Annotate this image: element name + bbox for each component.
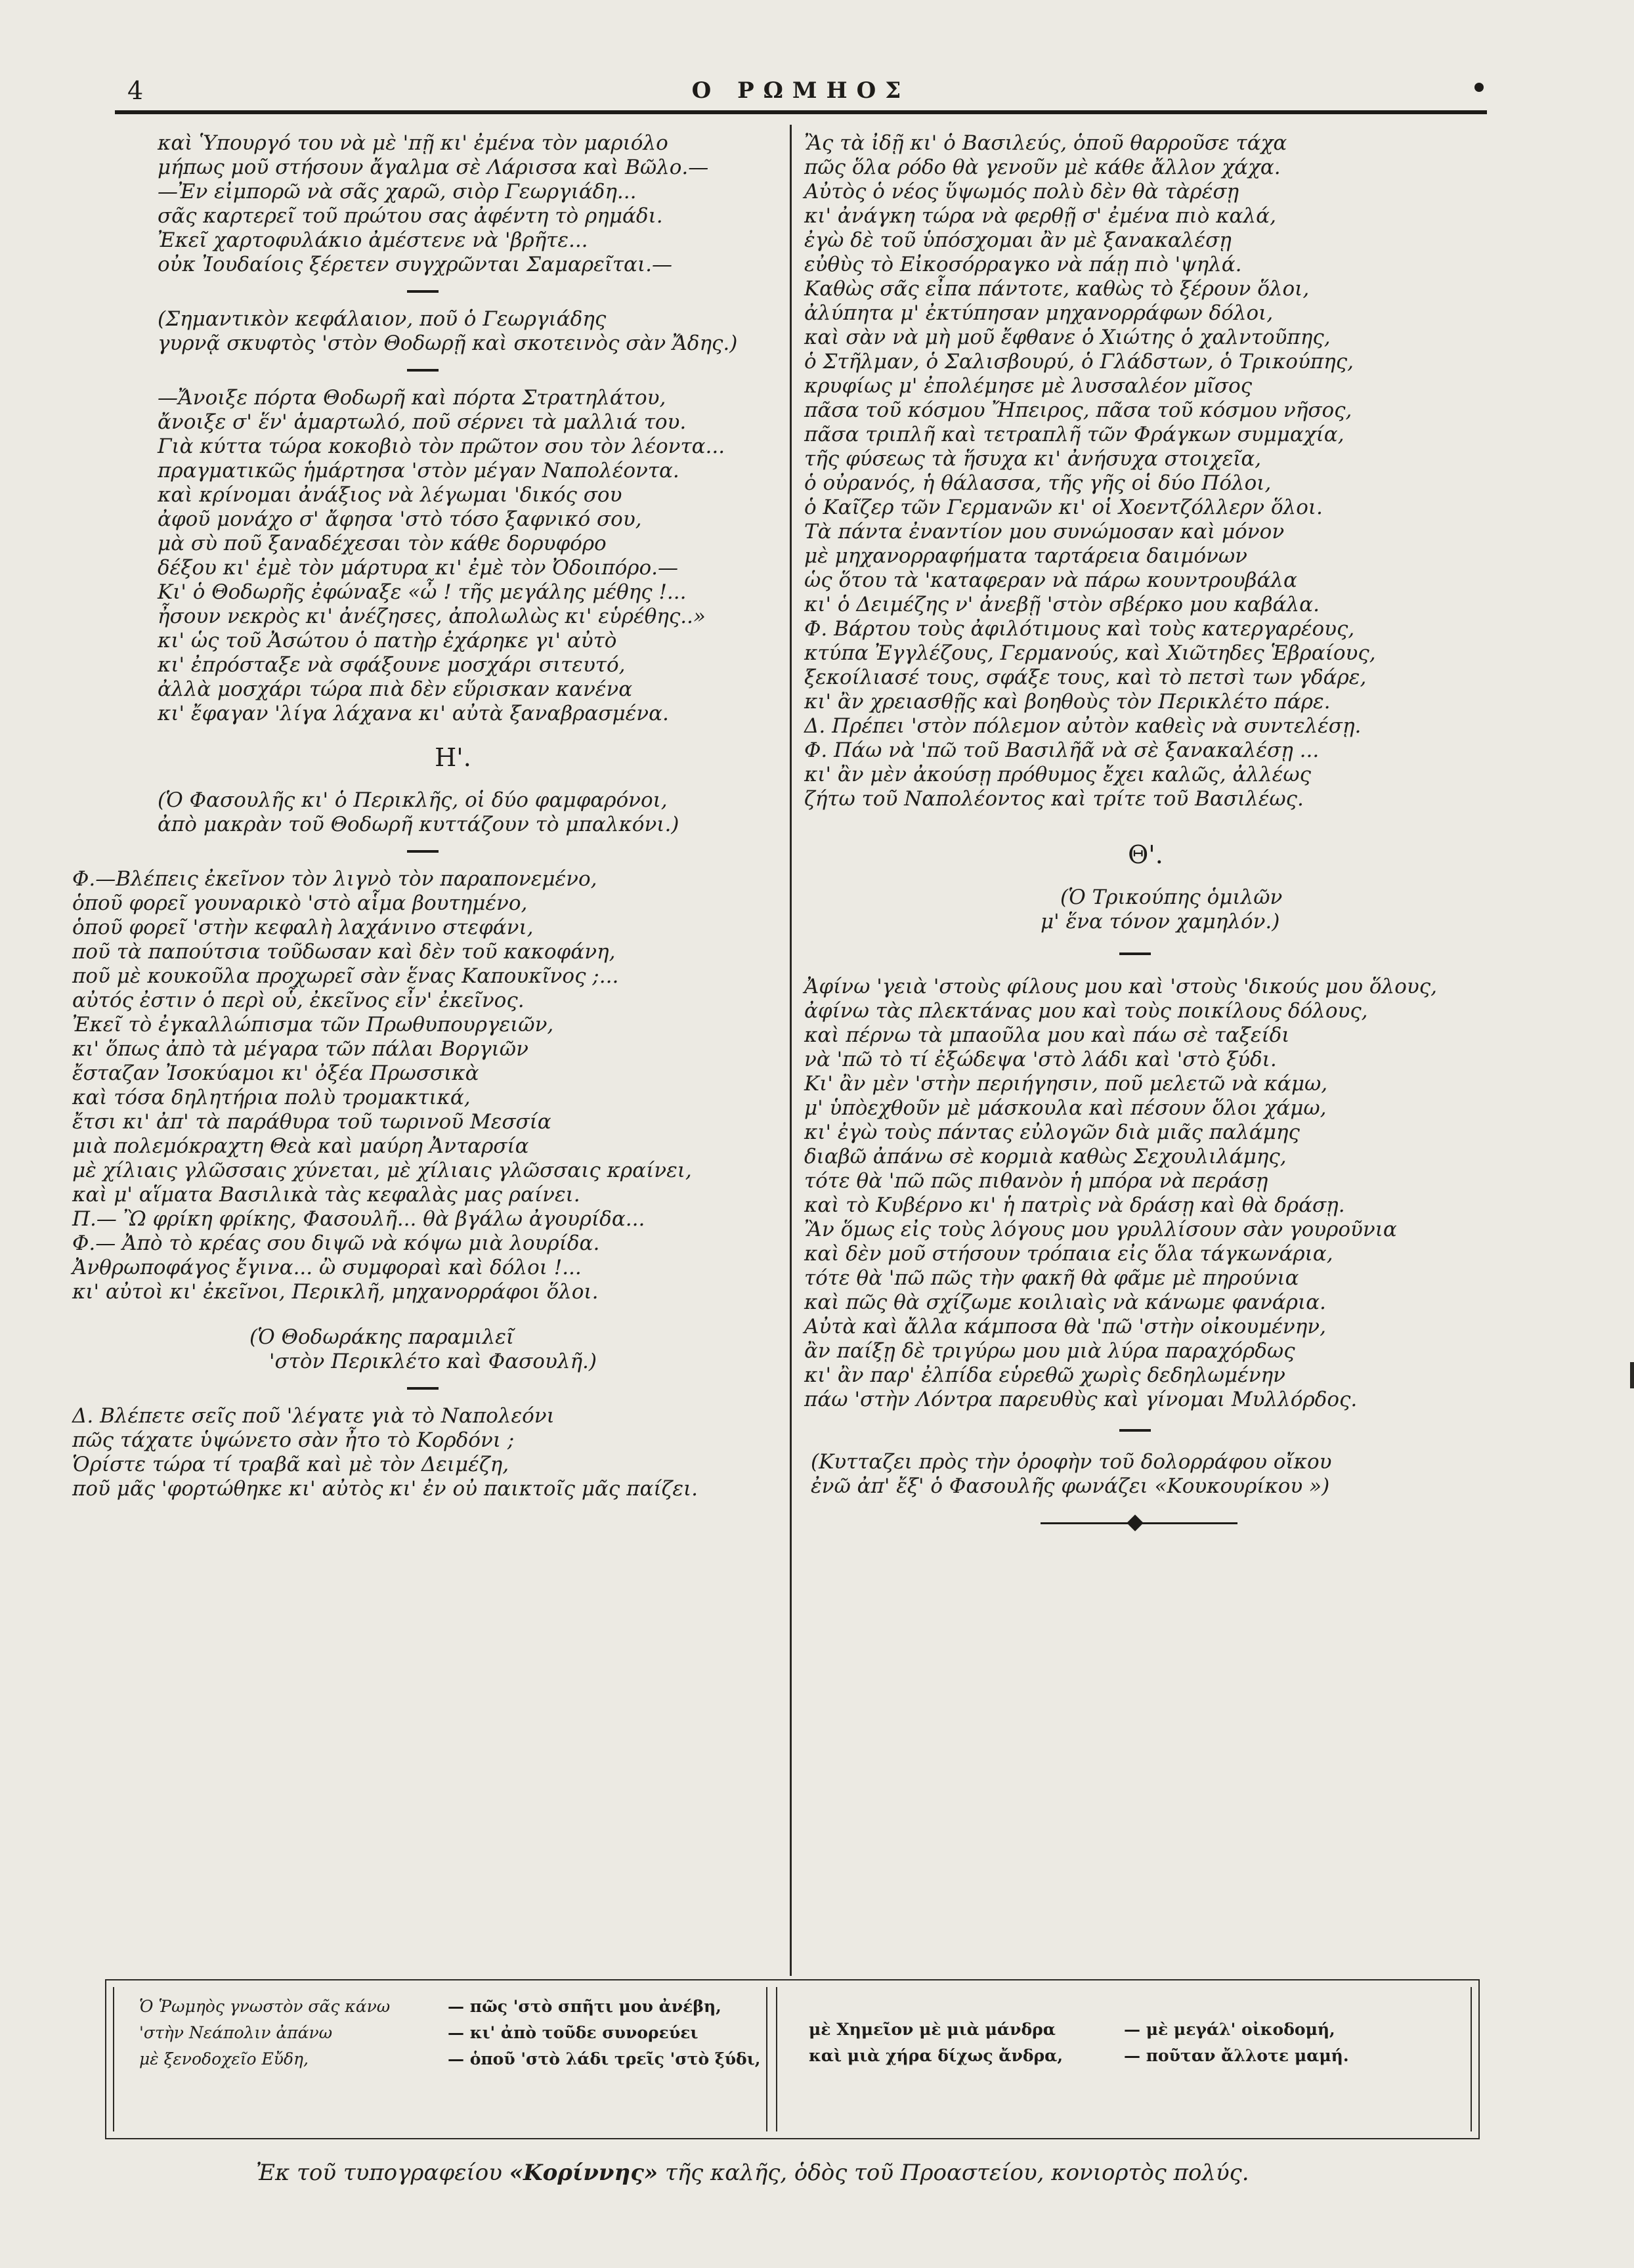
stage-direction <box>72 788 775 837</box>
verse-line: Δ. Πρέπει 'στὸν πόλεμον αὐτὸν καθεὶς νὰ συντελέσῃ. <box>804 714 1362 738</box>
verse-line: ζήτω τοῦ Ναπολέοντος καὶ τρίτε τοῦ Βασιλέως. <box>804 787 1304 811</box>
page-number: 4 <box>127 76 144 105</box>
verse-line: Γιὰ κύττα τώρα κοκοβιὸ τὸν πρῶτον σου τὸν λέοντα... <box>158 435 725 458</box>
verse-line: ἀλλὰ μοσχάρι τώρα πιὰ δὲν εὕρισκαν κανένα <box>158 677 633 701</box>
verse-line: Φ.— Ἀπὸ τὸ κρέας σου διψῶ νὰ κόψω μιὰ λουρίδα. <box>72 1231 600 1255</box>
verse-line: καὶ τὸ Κυβέρνο κι' ἡ πατρὶς νὰ δράσῃ καὶ θὰ δράσῃ. <box>804 1193 1345 1217</box>
page-edge-mark <box>1630 1362 1634 1388</box>
verse-line: δέξου κι' ἐμὲ τὸν μάρτυρα κι' ἐμὲ τὸν Ὀδοιπόρο.— <box>158 556 679 580</box>
box-rule <box>1471 1987 1472 2131</box>
verse-line: μὲ χίλιαις γλῶσσαις χύνεται, μὲ χίλιαις γλῶσσαις κραίνει, <box>72 1159 692 1182</box>
verse-line: ἂν παίξῃ δὲ τριγύρω μου μιὰ λύρα παραχόρδως <box>804 1339 1295 1363</box>
verse-line: Ἀνθρωποφάγος ἔγινα... ὢ συμφοραὶ καὶ δόλοι !... <box>72 1256 582 1279</box>
verse-line: Π.— Ὢ φρίκη φρίκης, Φασουλῆ... θὰ βγάλω ἀγουρίδα... <box>72 1207 645 1231</box>
verse-line: Φ. Πάω νὰ 'πῶ τοῦ Βασιλῆᾶ νὰ σὲ ξανακαλέσῃ ... <box>804 738 1320 762</box>
end-ornament-icon <box>1041 1509 1237 1535</box>
verse-line: ἐγὼ δὲ τοῦ ὑπόσχομαι ἂν μὲ ξανακαλέσῃ <box>804 228 1232 252</box>
verse-line: ὁ οὐρανός, ἡ θάλασσα, τῆς γῆς οἱ δύο Πόλοι, <box>804 471 1272 495</box>
verse-line: πῶς ὅλα ρόδο θὰ γενοῦν μὲ κάθε ἄλλον χάχα. <box>804 156 1281 179</box>
verse-line: ἀλύπητα μ' ἐκτύπησαν μηχανορράφων δόλοι, <box>804 301 1274 325</box>
verse-block <box>72 131 775 277</box>
ornament-diamond <box>1127 1514 1143 1531</box>
verse-line: κι' ἀνάγκη τώρα νὰ φερθῇ σ' ἐμένα πιὸ καλά, <box>804 204 1276 228</box>
masthead-title: Ο ΡΩΜΗΟΣ <box>691 77 911 104</box>
verse-line: κι' αὐτοὶ κι' ἐκεῖνοι, Περικλῆ, μηχανορράφοι ὅλοι. <box>72 1280 599 1304</box>
verse-line: τότε θὰ 'πῶ πῶς πιθανὸν ἡ μπόρα νὰ περάσῃ <box>804 1169 1268 1193</box>
box-rule <box>766 1987 767 2131</box>
verse-line: καὶ μ' αἵματα Βασιλικὰ τὰς κεφαλὰς μας ραίνει. <box>72 1183 580 1207</box>
verse-line: ἔσταζαν Ἰσοκύαμοι κι' ὀξέα Πρωσσικὰ <box>72 1061 479 1085</box>
dot-ornament-icon <box>1474 83 1484 92</box>
verse-line: κι' ὅπως ἀπὸ τὰ μέγαρα τῶν πάλαι Βοργιῶν <box>72 1037 528 1061</box>
verse-line: κι' ὁ Δειμέζης ν' ἀνεβῇ 'στὸν σβέρκο μου καβάλα. <box>804 593 1320 616</box>
stage-direction <box>72 307 775 356</box>
verse-line: τῆς φύσεως τὰ ἥσυχα κι' ἀνήσυχα στοιχεῖα, <box>804 447 1262 471</box>
stage-line: (Ὁ Θοδωράκης παραμιλεῖ <box>249 1325 515 1349</box>
advert-line: — ποῦταν ἄλλοτε μαμή. <box>1124 2046 1349 2065</box>
verse-line: ὁποῦ φορεῖ 'στὴν κεφαλὴ λαχάνινο στεφάνι, <box>72 916 534 939</box>
advert-line: — πῶς 'στὸ σπῆτι μου ἀνέβη, <box>448 1997 721 2016</box>
verse-line: Ἐκεῖ χαρτοφυλάκιο ἀμέστενε νὰ 'βρῆτε... <box>158 228 588 252</box>
verse-line: Ἂς τὰ ἰδῇ κι' ὁ Βασιλεύς, ὁποῦ θαρροῦσε τάχα <box>804 131 1287 155</box>
verse-line: διαβῶ ἀπάνω σὲ κορμιὰ καθὼς Σεχουλιλάμης, <box>804 1145 1287 1168</box>
verse-line: ἦσουν νεκρὸς κι' ἀνέζησες, ἀπολωλὼς κι' εὑρέθης..» <box>158 605 706 628</box>
verse-line: μιὰ πολεμόκραχτη Θεὰ καὶ μαύρη Ἀνταρσία <box>72 1134 529 1158</box>
verse-line: μὲ μηχανορραφήματα ταρτάρεια δαιμόνων <box>804 544 1247 568</box>
verse-line: κι' ἐπρόσταξε νὰ σφάξουνε μοσχάρι σιτευτό, <box>158 653 626 677</box>
verse-line: Ἀφίνω 'γειὰ 'στοὺς φίλους μου καὶ 'στοὺς 'δικούς μου ὅλους, <box>804 975 1437 998</box>
page-header <box>118 74 1484 113</box>
verse-line: ποῦ μὲ κουκοῦλα προχωρεῖ σὰν ἕνας Καπουκῖνος ;... <box>72 964 619 988</box>
verse-line: πραγματικῶς ἡμάρτησα 'στὸν μέγαν Ναπολέοντα. <box>158 459 679 482</box>
imprint-press-name: «Κορίννης» <box>509 2160 658 2186</box>
right-column <box>804 131 1487 1535</box>
verse-line: Φ.—Βλέπεις ἐκεῖνον τὸν λιγνὸ τὸν παραπονεμένο, <box>72 867 597 891</box>
verse-line: ἔτσι κι' ἀπ' τὰ παράθυρα τοῦ τωρινοῦ Μεσσία <box>72 1110 551 1134</box>
verse-line: πάω 'στὴν Λόντρα παρευθὺς καὶ γίνομαι Μυλλόρδος. <box>804 1388 1358 1411</box>
section-heading: Θ'. <box>1128 840 1163 869</box>
dialogue-block <box>72 1404 775 1501</box>
stage-direction <box>804 1450 1487 1499</box>
stage-line: (Ὁ Τρικούπης ὁμιλῶν <box>1060 886 1283 909</box>
advert-line: — ὁποῦ 'στὸ λάδι τρεῖς 'στὸ ξύδι, <box>448 2049 761 2068</box>
verse-line: τότε θὰ 'πῶ πῶς τὴν φακῆ θὰ φᾶμε μὲ πηρούνια <box>804 1266 1299 1290</box>
verse-line: μήπως μοῦ στήσουν ἄγαλμα σὲ Λάρισσα καὶ Βῶλο.— <box>158 156 709 179</box>
verse-line: ποῦ τὰ παπούτσια τοῦδωσαν καὶ δὲν τοῦ κακοφάνη, <box>72 940 616 964</box>
advert-line: μὲ Χημεῖον μὲ μιὰ μάνδρα <box>809 2020 1056 2039</box>
verse-line: μὰ σὺ ποῦ ξαναδέχεσαι τὸν κάθε δορυφόρο <box>158 532 607 555</box>
verse-line: —Ἐν εἰμπορῶ νὰ σᾶς χαρῶ, σιὸρ Γεωργιάδη... <box>158 180 637 203</box>
verse-line: Ἐκεῖ τὸ ἐγκαλλώπισμα τῶν Πρωθυπουργειῶν, <box>72 1013 554 1037</box>
verse-line: νὰ 'πῶ τὸ τί ἐξώδεψα 'στὸ λάδι καὶ 'στὸ ξύδι. <box>804 1048 1277 1071</box>
stage-line: (Ὁ Φασουλῆς κι' ὁ Περικλῆς, οἱ δύο φαμφαρόνοι, <box>158 788 668 812</box>
verse-line: κτύπα Ἐγγλέζους, Γερμανούς, καὶ Χιῶτηδες Ἑβραίους, <box>804 641 1376 665</box>
advert-line: 'στὴν Νεάπολιν ἀπάνω <box>139 2023 333 2042</box>
verse-line: Αὐτὰ καὶ ἄλλα κάμποσα θὰ 'πῶ 'στὴν οἰκουμένην, <box>804 1315 1326 1338</box>
advert-line: καὶ μιὰ χήρα δίχως ἄνδρα, <box>809 2046 1064 2065</box>
verse-line: —Ἄνοιξε πόρτα Θοδωρῆ καὶ πόρτα Στρατηλάτου, <box>158 386 666 410</box>
stage-line: μ' ἕνα τόνον χαμηλόν.) <box>1041 910 1280 933</box>
printer-imprint <box>256 2160 1438 2186</box>
verse-line: καὶ πῶς θὰ σχίζωμε κοιλιαὶς νὰ κάνωμε φανάρια. <box>804 1291 1326 1314</box>
stage-line: γυρνᾷ σκυφτὸς 'στὸν Θοδωρῇ καὶ σκοτεινὸς σὰν Ἄδης.) <box>158 332 738 355</box>
verse-line: ὡς ὅτου τὰ 'καταφεραν νὰ πάρω κουντρουβάλα <box>804 568 1297 592</box>
verse-line: καὶ κρίνομαι ἀνάξιος νὰ λέγωμαι 'δικός σου <box>158 483 622 507</box>
section-rule <box>407 290 439 293</box>
spacer <box>72 1304 775 1325</box>
stage-line: ἀπὸ μακρὰν τοῦ Θοδωρῆ κυττάζουν τὸ μπαλκόνι.) <box>158 813 679 836</box>
verse-line: εὐθὺς τὸ Εἰκοσόρραγκο νὰ πάῃ πιὸ 'ψηλά. <box>804 253 1242 276</box>
verse-line: Κι' ἂν μὲν 'στὴν περιήγησιν, ποῦ μελετῶ νὰ κάμω, <box>804 1072 1328 1096</box>
verse-line: καὶ δὲν μοῦ στήσουν τρόπαια εἰς ὅλα τάγκωνάρια, <box>804 1242 1333 1266</box>
dialogue-block <box>804 975 1487 1412</box>
verse-line: ὁ Στῆλμαν, ὁ Σαλισβουρύ, ὁ Γλάδστων, ὁ Τρικούπης, <box>804 350 1354 374</box>
advert-column <box>809 2017 1063 2069</box>
advert-column <box>1124 2017 1349 2069</box>
verse-line: Φ. Βάρτου τοὺς ἀφιλότιμους καὶ τοὺς κατεργαρέους, <box>804 617 1355 641</box>
verse-line: σᾶς καρτερεῖ τοῦ πρώτου σας ἀφέντη τὸ ρημάδι. <box>158 204 663 228</box>
advert-line: — κι' ἀπὸ τοῦδε συνορεύει <box>448 2023 699 2042</box>
verse-line: Καθὼς σᾶς εἶπα πάντοτε, καθὼς τὸ ξέρουν ὅλοι, <box>804 277 1310 301</box>
advert-line: μὲ ξενοδοχεῖο Εὔδη, <box>139 2049 309 2068</box>
verse-line: ὁποῦ φορεῖ γουναρικὸ 'στὸ αἷμα βουτημένο, <box>72 891 528 915</box>
verse-line: κι' ὡς τοῦ Ἀσώτου ὁ πατὴρ ἐχάρηκε γι' αὐτὸ <box>158 629 617 653</box>
verse-line: ἀφοῦ μονάχο σ' ἄφησα 'στὸ τόσο ξαφνικό σου, <box>158 507 642 531</box>
verse-line: αὐτός ἐστιν ὁ περὶ οὗ, ἐκεῖνος εἶν' ἐκεῖνος. <box>72 989 525 1012</box>
verse-line: ποῦ μᾶς 'φορτώθηκε κι' αὐτὸς κι' ἐν οὐ παικτοῖς μᾶς παίζει. <box>72 1477 699 1501</box>
verse-line: πᾶσα τριπλῆ καὶ τετραπλῆ τῶν Φράγκων συμμαχία, <box>804 423 1344 446</box>
stage-line: 'στὸν Περικλέτο καὶ Φασουλῆ.) <box>269 1350 597 1373</box>
verse-line: κι' ἂν παρ' ἐλπίδα εὑρεθῶ χωρὶς δεδηλωμένην <box>804 1363 1285 1387</box>
verse-line: καὶ σὰν νὰ μὴ μοῦ ἔφθανε ὁ Χιώτης ὁ χαλντοῦπης, <box>804 326 1331 349</box>
verse-line: Αὐτὸς ὁ νέος ὕψωμός πολὺ δὲν θὰ τὰρέσῃ <box>804 180 1239 203</box>
box-rule <box>776 1987 777 2131</box>
verse-line: κι' ἂν μὲν ἀκούσῃ πρόθυμος ἔχει καλῶς, ἀλλέως <box>804 763 1311 786</box>
verse-line: Δ. Βλέπετε σεῖς ποῦ 'λέγατε γιὰ τὸ Ναπολεόνι <box>72 1404 555 1428</box>
verse-line: κι' ἂν χρειασθῇς καὶ βοηθοὺς τὸν Περικλέτο πάρε. <box>804 690 1331 714</box>
imprint-text: τῆς καλῆς, ὁδὸς τοῦ Προαστείου, κονιορτὸς πολύς. <box>664 2160 1249 2186</box>
box-rule <box>113 1987 114 2131</box>
verse-line: Τὰ πάντα ἐναντίον μου συνώμοσαν καὶ μόνον <box>804 520 1285 544</box>
stage-direction <box>72 1325 775 1374</box>
verse-line: καὶ τόσα δηλητήρια πολὺ τρομακτικά, <box>72 1086 471 1109</box>
verse-line: μ' ὑπὸεχθοῦν μὲ μάσκουλα καὶ πέσουν ὅλοι χάμω, <box>804 1096 1327 1120</box>
advert-column <box>448 1994 761 2072</box>
verse-line: ὁ Καῖζερ τῶν Γερμανῶν κι' οἱ Χοεντζόλλερν ὅλοι. <box>804 496 1323 519</box>
verse-line: οὐκ Ἰουδαίοις ξέρετεν συγχρῶνται Σαμαρεῖται.— <box>158 253 672 276</box>
header-rule <box>115 110 1487 114</box>
left-column <box>72 131 775 1501</box>
verse-line: πᾶσα τοῦ κόσμου Ἤπειρος, πᾶσα τοῦ κόσμου νῆσος, <box>804 398 1352 422</box>
advert-line: — μὲ μεγάλ' οἰκοδομή, <box>1124 2020 1335 2039</box>
stage-line: (Σημαντικὸν κεφάλαιον, ποῦ ὁ Γεωργιάδης <box>158 307 607 331</box>
column-divider <box>790 125 792 1976</box>
verse-line: Ὁρίστε τώρα τί τραβᾶ καὶ μὲ τὸν Δειμέζη, <box>72 1453 509 1476</box>
advert-column <box>139 1994 390 2072</box>
verse-line: καὶ πέρνω τὰ μπαοῦλα μου καὶ πάω σὲ ταξείδι <box>804 1023 1290 1047</box>
verse-line: κρυφίως μ' ἐπολέμησε μὲ λυσσαλέον μῖσος <box>804 374 1253 398</box>
advertisement-box <box>105 1979 1480 2139</box>
stage-line: (Κυτταζει πρὸς τὴν ὀροφὴν τοῦ δολορράφου οἴκου <box>811 1450 1332 1474</box>
verse-line: κι' ἐγὼ τοὺς πάντας εὐλογῶν διὰ μιᾶς παλάμης <box>804 1121 1300 1144</box>
verse-line: κι' ἔφαγαν 'λίγα λάχανα κι' αὐτὰ ξαναβρασμένα. <box>158 702 669 725</box>
stage-line: ἐνῶ ἀπ' ἔξ' ὁ Φασουλῆς φωνάζει «Κουκουρίκου ») <box>811 1474 1330 1498</box>
section-rule <box>407 850 439 853</box>
dialogue-block <box>72 867 775 1304</box>
verse-line: ἀφίνω τὰς πλεκτάνας μου καὶ τοὺς ποικίλους δόλους, <box>804 999 1368 1023</box>
stage-direction <box>804 886 1487 934</box>
verse-line: πῶς τάχατε ὑψώνετο σὰν ἦτο τὸ Κορδόνι ; <box>72 1428 515 1452</box>
advert-line: Ὁ Ῥωμηὸς γνωστὸν σᾶς κάνω <box>139 1997 391 2016</box>
verse-line: ξεκοίλιασέ τους, σφάξε τους, καὶ τὸ πετσὶ των γδάρε, <box>804 666 1367 689</box>
section-rule <box>1119 952 1151 955</box>
imprint-text: Ἐκ τοῦ τυπογραφείου <box>256 2160 502 2186</box>
section-rule <box>1119 1429 1151 1432</box>
verse-line: ἄνοιξε σ' ἕν' ἁμαρτωλό, ποῦ σέρνει τὰ μαλλιά του. <box>158 410 687 434</box>
section-rule <box>407 1387 439 1390</box>
verse-line: καὶ Ὑπουργό του νὰ μὲ 'πῇ κι' ἐμένα τὸν μαριόλο <box>158 131 668 155</box>
section-heading: Η'. <box>435 743 471 772</box>
section-rule <box>407 369 439 372</box>
verse-line: Ἂν ὅμως εἰς τοὺς λόγους μου γρυλλίσουν σὰν γουροῦνια <box>804 1218 1397 1241</box>
verse-block <box>72 386 775 726</box>
verse-block <box>804 131 1487 811</box>
verse-line: Κι' ὁ Θοδωρῆς ἐφώναξε «ὦ ! τῆς μεγάλης μέθης !... <box>158 580 687 604</box>
